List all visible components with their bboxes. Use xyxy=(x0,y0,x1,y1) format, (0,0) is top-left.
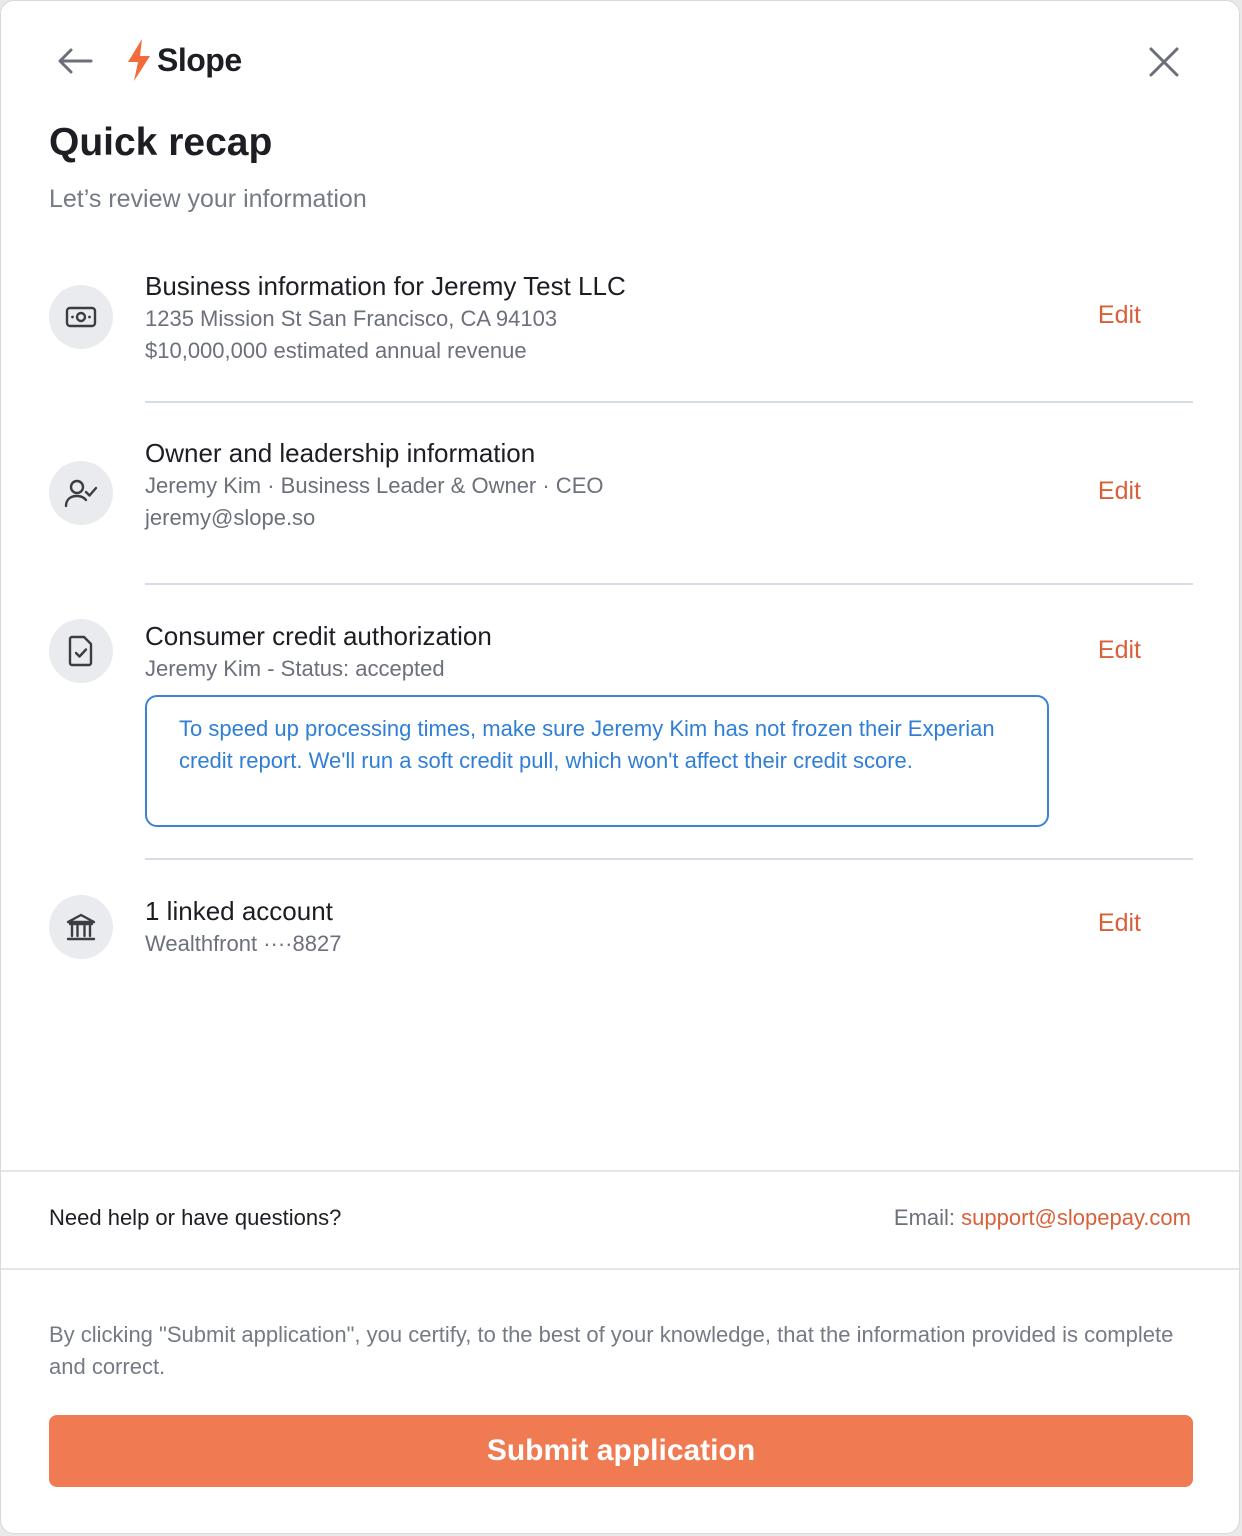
close-button[interactable] xyxy=(1141,39,1187,85)
section-heading: Owner and leadership information xyxy=(145,438,536,468)
owner-info-icon-wrap xyxy=(49,461,113,525)
owner-info-section xyxy=(49,436,1193,546)
section-line: 1235 Mission St San Francisco, CA 94103 xyxy=(145,306,558,331)
footer-divider xyxy=(1,1268,1240,1270)
divider xyxy=(145,401,1193,403)
lightning-bolt-icon xyxy=(125,39,153,81)
submit-application-button[interactable]: Submit application xyxy=(49,1415,1193,1487)
divider xyxy=(145,858,1193,860)
arrow-left-icon xyxy=(57,47,93,75)
linked-account-icon-wrap xyxy=(49,895,113,959)
slope-logo xyxy=(125,39,242,81)
section-line: jeremy@slope.so xyxy=(145,505,316,530)
close-icon xyxy=(1149,47,1179,77)
divider xyxy=(145,583,1193,585)
page-subtitle: Let’s review your information xyxy=(49,185,367,213)
section-line: $10,000,000 estimated annual revenue xyxy=(145,338,527,363)
legal-disclaimer: By clicking "Submit application", you certify, to the best of your knowledge, that the information provided is complete and correct. xyxy=(49,1322,1174,1379)
help-question: Need help or have questions? xyxy=(49,1205,342,1230)
edit-business-info-button[interactable]: Edit xyxy=(1097,301,1141,329)
page-title: Quick recap xyxy=(49,121,273,164)
edit-credit-authorization-button[interactable]: Edit xyxy=(1097,636,1141,664)
edit-linked-account-button[interactable]: Edit xyxy=(1097,909,1141,937)
footer-divider xyxy=(1,1170,1240,1172)
email-label: Email: xyxy=(893,1205,956,1230)
user-check-icon xyxy=(64,477,98,509)
business-info-section xyxy=(49,269,1193,379)
section-line: Jeremy Kim - Status: accepted xyxy=(145,656,445,681)
section-line: Jeremy Kim · Business Leader & Owner · CEO xyxy=(145,473,604,498)
credit-authorization-icon-wrap xyxy=(49,619,113,683)
section-heading: 1 linked account xyxy=(145,896,333,926)
credit-authorization-section xyxy=(49,619,1193,679)
edit-owner-info-button[interactable]: Edit xyxy=(1097,477,1141,505)
section-line: Wealthfront ····8827 xyxy=(145,931,342,956)
help-email xyxy=(894,1205,1191,1231)
back-button[interactable] xyxy=(53,41,97,81)
bank-icon xyxy=(65,912,97,942)
credit-report-notice: To speed up processing times, make sure Jeremy Kim has not frozen their Experian credit report. We'll run a soft credit pull, which won't affect their credit score. xyxy=(145,695,1049,827)
logo-text: Slope xyxy=(157,41,242,78)
section-heading: Consumer credit authorization xyxy=(145,621,492,651)
document-check-icon xyxy=(68,635,94,667)
support-email-link[interactable]: support@slopepay.com xyxy=(961,1205,1191,1230)
linked-account-section xyxy=(49,894,1193,964)
cash-icon xyxy=(65,305,97,329)
business-info-icon-wrap xyxy=(49,285,113,349)
section-heading: Business information for Jeremy Test LLC xyxy=(145,271,626,301)
